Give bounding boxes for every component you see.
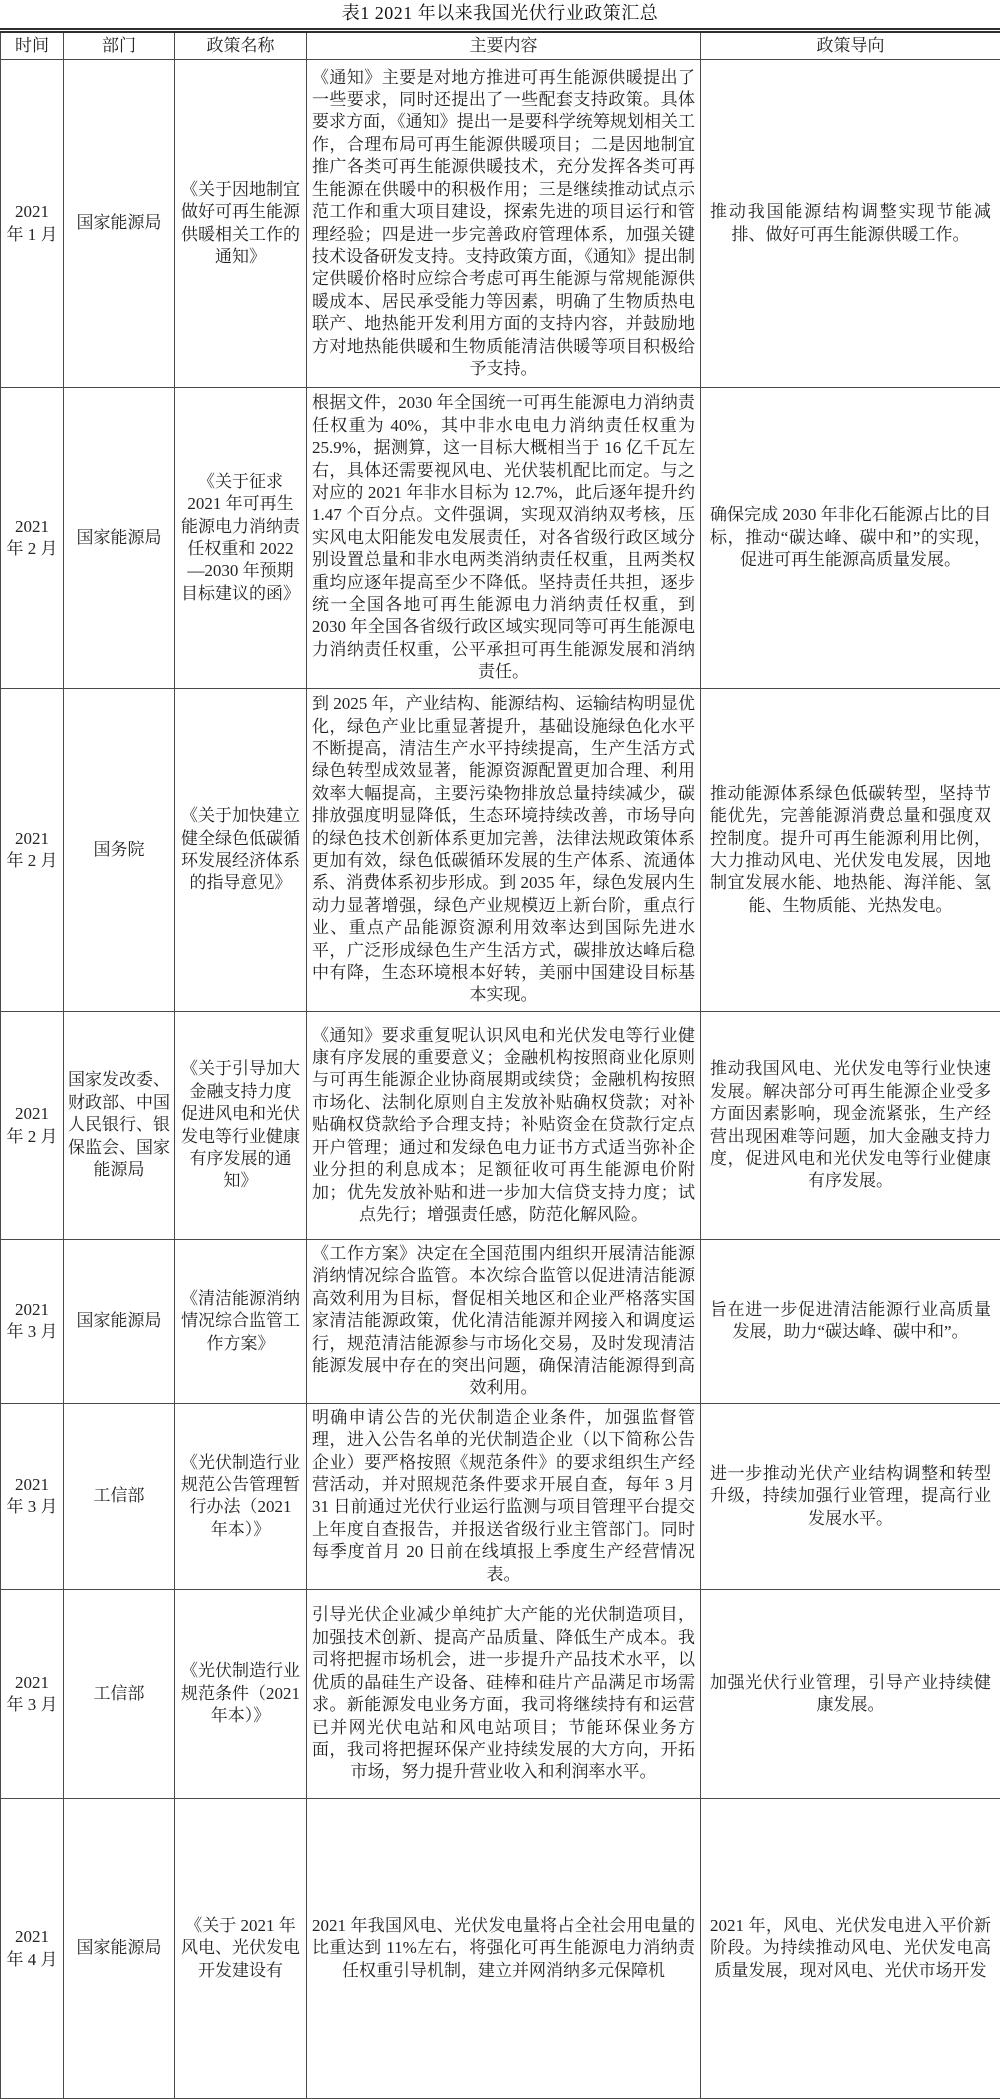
table-row [1,60,1000,388]
cell-policy-name: 《关于引导加大金融支持力度 促进风电和光伏发电等行业健康有序发展的通知》 [175,1012,307,1240]
cell-policy-direction: 旨在进一步促进清洁能源行业高质量发展，助力“碳达峰、碳中和”。 [701,1240,1000,1404]
cell-policy-name: 《关于因地制宜做好可再生能源供暖相关工作的通知》 [175,60,307,388]
header-main-content: 主要内容 [307,31,701,60]
cell-policy-direction: 确保完成 2030 年非化石能源占比的目标，推动“碳达峰、碳中和”的实现，促进可再生能源高质量发展。 [701,388,1000,689]
header-policy-direction: 政策导向 [701,31,1000,60]
cell-main-content: 2021 年我国风电、光伏发电量将占全社会用电量的比重达到 11%左右，将强化可再生能源电力消纳责任权重引导机制，建立并网消纳多元保障机 [307,1799,701,2099]
cell-department: 国务院 [64,689,175,1012]
cell-main-content: 《工作方案》决定在全国范围内组织开展清洁能源消纳情况综合监管。本次综合监管以促进清洁能源高效利用为目标，督促相关地区和企业严格落实国家清洁能源政策，优化清洁能源并网接入和调度运行，规范清洁能源参与市场化交易，及时发现清洁能源发展中存在的突出问题，确保清洁能源得到高效利用。 [307,1240,701,1404]
cell-time: 2021 年 3 月 [1,1240,64,1404]
header-time: 时间 [1,31,64,60]
cell-main-content: 根据文件，2030 年全国统一可再生能源电力消纳责任权重为 40%，其中非水电电力消纳责任权重为 25.9%，据测算，这一目标大概相当于 16 亿千瓦左右，具体还需要视风电、光伏装机配比而定。与之对应的 2021 年非水目标为 12.7%，此后逐年提升约 1.47 个百分点。文件强调，实现双消纳双考核，压实风电太阳能发电发展责任，对各省级行政区域分别设置总量和非水电两类消纳责任权重，且两类权重均应逐年提高至少不降低。坚持责任共担，逐步统一全国各地可再生能源电力消纳责任权重，到 2030 年全国各省级行政区域实现同等可再生能源电力消纳责任权重，公平承担可再生能源发展和消纳责任。 [307,388,701,689]
cell-policy-name: 《关于征求 2021 年可再生能源电力消纳责任权重和 2022—2030 年预期目标建议的函》 [175,388,307,689]
cell-department: 国家能源局 [64,1799,175,2099]
cell-department: 工信部 [64,1403,175,1589]
table-row [1,1012,1000,1240]
cell-time: 2021 年 3 月 [1,1590,64,1799]
cell-time: 2021 年 2 月 [1,388,64,689]
cell-time: 2021 年 2 月 [1,1012,64,1240]
cell-time: 2021 年 3 月 [1,1403,64,1589]
cell-time: 2021 年 1 月 [1,60,64,388]
cell-policy-direction: 2021 年，风电、光伏发电进入平价新阶段。为持续推动风电、光伏发电高质量发展，现对风电、光伏市场开发 [701,1799,1000,2099]
table-row [1,1240,1000,1404]
cell-department: 国家能源局 [64,1240,175,1404]
cell-main-content: 引导光伏企业减少单纯扩大产能的光伏制造项目，加强技术创新、提高产品质量、降低生产成本。我司将把握市场机会，进一步提升产品技术水平，以优质的晶硅生产设备、硅棒和硅片产品满足市场需求。新能源发电业务方面，我司将继续持有和运营已并网光伏电站和风电站项目；节能环保业务方面，我司将把握环保产业持续发展的大方向，开拓市场，努力提升营业收入和利润率水平。 [307,1590,701,1799]
cell-policy-direction: 推动我国风电、光伏发电等行业快速发展。解决部分可再生能源企业受多方面因素影响，现金流紧张，生产经营出现困难等问题，加大金融支持力度，促进风电和光伏发电等行业健康有序发展。 [701,1012,1000,1240]
cell-policy-name: 《光伏制造行业规范条件（2021 年本）》 [175,1590,307,1799]
header-policy-name: 政策名称 [175,31,307,60]
cell-time: 2021 年 2 月 [1,689,64,1012]
table-row [1,689,1000,1012]
policy-summary-table [0,28,1000,2099]
cell-department: 工信部 [64,1590,175,1799]
cell-main-content: 到 2025 年，产业结构、能源结构、运输结构明显优化，绿色产业比重显著提升，基础设施绿色化水平不断提高，清洁生产水平持续提高，生产生活方式绿色转型成效显著，能源资源配置更加合理、利用效率大幅提高，主要污染物排放总量持续减少，碳排放强度明显降低，生态环境持续改善，市场导向的绿色技术创新体系更加完善，法律法规政策体系更加有效，绿色低碳循环发展的生产体系、流通体系、消费体系初步形成。到 2035 年，绿色发展内生动力显著增强，绿色产业规模迈上新台阶，重点行业、重点产品能源资源利用效率达到国际先进水平，广泛形成绿色生产生活方式，碳排放达峰后稳中有降，生态环境根本好转，美丽中国建设目标基本实现。 [307,689,701,1012]
header-department: 部门 [64,31,175,60]
cell-policy-direction: 进一步推动光伏产业结构调整和转型升级，持续加强行业管理，提高行业发展水平。 [701,1403,1000,1589]
cell-department: 国家发改委、财政部、中国人民银行、银保监会、国家能源局 [64,1012,175,1240]
cell-main-content: 《通知》主要是对地方推进可再生能源供暖提出了一些要求，同时还提出了一些配套支持政策。具体要求方面，《通知》提出一是要科学统筹规划相关工作，合理布局可再生能源供暖项目；二是因地制宜推广各类可再生能源供暖技术，充分发挥各类可再生能源在供暖中的积极作用；三是继续推动试点示范工作和重大项目建设，探索先进的项目运行和管理经验；四是进一步完善政府管理体系，加强关键技术设备研发支持。支持政策方面，《通知》提出制定供暖价格时应综合考虑可再生能源与常规能源供暖成本、居民承受能力等因素，明确了生物质热电联产、地热能开发利用方面的支持内容，并鼓励地方对地热能供暖和生物质能清洁供暖等项目积极给予支持。 [307,60,701,388]
cell-policy-name: 《清洁能源消纳情况综合监管工作方案》 [175,1240,307,1404]
header-row [1,31,1000,60]
table-row [1,388,1000,689]
cell-department: 国家能源局 [64,388,175,689]
table-row [1,1590,1000,1799]
table-row [1,1403,1000,1589]
cell-time: 2021 年 4 月 [1,1799,64,2099]
cell-policy-direction: 推动我国能源结构调整实现节能减排、做好可再生能源供暖工作。 [701,60,1000,388]
cell-policy-name: 《光伏制造行业规范公告管理暂行办法（2021 年本）》 [175,1403,307,1589]
table-row [1,1799,1000,2099]
cell-main-content: 明确申请公告的光伏制造企业条件，加强监督管理，进入公告名单的光伏制造企业（以下简称公告企业）要严格按照《规范条件》的要求组织生产经营活动，并对照规范条件要求开展自查，每年 3 月 31 日前通过光伏行业运行监测与项目管理平台提交上年度自查报告，并报送省级行业主管部门。同时每季度首月 20 日前在线填报上季度生产经营情况表。 [307,1403,701,1589]
cell-policy-name: 《关于 2021 年风电、光伏发电开发建设有 [175,1799,307,2099]
page-title: 表1 2021 年以来我国光伏行业政策汇总 [0,0,1000,28]
cell-department: 国家能源局 [64,60,175,388]
cell-policy-name: 《关于加快建立健全绿色低碳循环发展经济体系的指导意见》 [175,689,307,1012]
cell-main-content: 《通知》要求重复呢认识风电和光伏发电等行业健康有序发展的重要意义；金融机构按照商业化原则与可再生能源企业协商展期或续贷；金融机构按照市场化、法制化原则自主发放补贴确权贷款；对补贴确权贷款给予合理支持；补贴资金在贷款行定点开户管理；通过和发绿色电力证书方式适当弥补企业分担的利息成本；足额征收可再生能源电价附加；优先发放补贴和进一步加大信贷支持力度；试点先行；增强责任感，防范化解风险。 [307,1012,701,1240]
cell-policy-direction: 推动能源体系绿色低碳转型，坚持节能优先，完善能源消费总量和强度双控制度。提升可再生能源利用比例，大力推动风电、光伏发电发展，因地制宜发展水能、地热能、海洋能、氢能、生物质能、光热发电。 [701,689,1000,1012]
cell-policy-direction: 加强光伏行业管理，引导产业持续健康发展。 [701,1590,1000,1799]
